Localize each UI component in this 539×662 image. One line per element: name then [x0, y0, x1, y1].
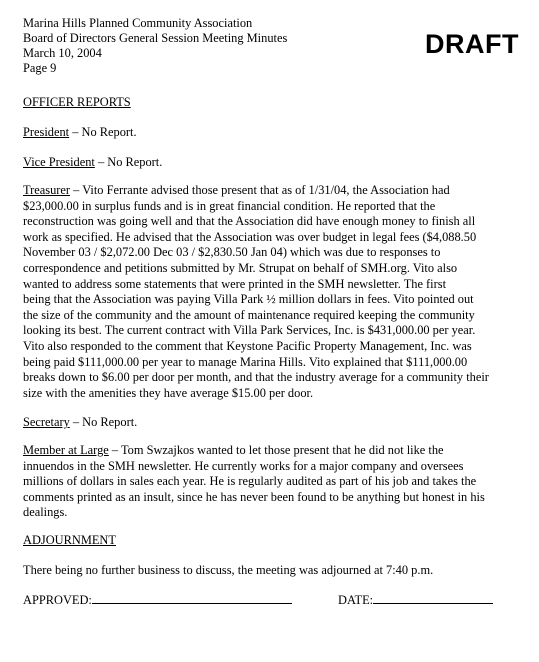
treasurer-label: Treasurer	[23, 183, 71, 197]
member-at-large-line: comments printed as an insult, since he has never been found to be anything but honest in his	[23, 489, 485, 504]
draft-stamp: DRAFT	[425, 29, 519, 59]
page-number: Page 9	[23, 61, 57, 75]
meeting-date: March 10, 2004	[23, 46, 102, 60]
member-at-large-report	[23, 443, 523, 521]
treasurer-line: breaks down to $6.00 per door per month, and that the industry average for a community their	[23, 370, 489, 385]
president-text: – No Report.	[69, 125, 137, 139]
treasurer-line: looking its best. The current contract with Villa Park Services, Inc. is $431,000.00 per year.	[23, 323, 476, 338]
date-signature-line	[373, 592, 493, 604]
adjournment-heading: ADJOURNMENT	[23, 533, 116, 547]
treasurer-line: the size of the community and the amount of maintenance required keeping the community	[23, 307, 475, 322]
adjournment-text: There being no further business to discuss, the meeting was adjourned at 7:40 p.m.	[23, 563, 434, 577]
president-label: President	[23, 125, 70, 139]
member-at-large-line: innuendos in the SMH newsletter. He currently works for a major company and oversees	[23, 458, 464, 473]
treasurer-line: November 03 / $2,072.00 Dec 03 / $2,830.50 Jan 04) which was due to responses to	[23, 245, 441, 260]
treasurer-report	[23, 183, 523, 401]
treasurer-line: $23,000.00 in surplus funds and is in great financial condition. He reported that the	[23, 198, 436, 213]
secretary-label: Secretary	[23, 415, 70, 429]
treasurer-line: reconstruction was going well and that the Association did have enough money to finish all	[23, 214, 476, 229]
date-signature	[338, 592, 493, 608]
document-header	[23, 16, 287, 76]
approved-signature	[23, 592, 292, 608]
treasurer-line: – Vito Ferrante advised those present that as of 1/31/04, the Association had	[70, 183, 450, 197]
secretary-report	[23, 415, 137, 430]
member-at-large-label: Member at Large	[23, 443, 109, 457]
association-name: Marina Hills Planned Community Association	[23, 16, 253, 30]
vice-president-report	[23, 155, 162, 170]
treasurer-line: correspondence and petitions submitted by Mr. Strupat on behalf of SMH.org. Vito also	[23, 260, 458, 275]
treasurer-line: Vito also responded to the comment that Keystone Pacific Property Management, Inc. was	[23, 338, 472, 353]
secretary-text: – No Report.	[69, 415, 138, 429]
date-label: DATE:	[338, 593, 374, 607]
officer-reports-heading: OFFICER REPORTS	[23, 95, 131, 109]
vice-president-label: Vice President	[23, 155, 95, 169]
approved-signature-line	[92, 592, 292, 604]
member-at-large-line: dealings.	[23, 505, 68, 520]
president-report	[23, 125, 137, 140]
treasurer-line: wanted to address some statements that were printed in the SMH newsletter. The first	[23, 276, 447, 291]
treasurer-line: size with the amenities they have average $15.00 per door.	[23, 385, 314, 400]
treasurer-line: being paid $111,000.00 per year to manage Marina Hills. Vito explained that $111,000.00	[23, 354, 468, 369]
document-title: Board of Directors General Session Meeting Minutes	[23, 31, 288, 45]
member-at-large-line: – Tom Swzajkos wanted to let those present that he did not like the	[108, 443, 444, 457]
treasurer-line: being that the Association was paying Villa Park ½ million dollars in fees. Vito pointed out	[23, 292, 474, 307]
member-at-large-line: millions of dollars in sales each year. He is regularly audited as part of his job and takes the	[23, 474, 477, 489]
treasurer-line: work as specified. He advised that the Association was over budget in legal fees ($4,088.50	[23, 229, 477, 244]
vice-president-text: – No Report.	[94, 155, 163, 169]
approved-label: APPROVED:	[23, 593, 92, 607]
